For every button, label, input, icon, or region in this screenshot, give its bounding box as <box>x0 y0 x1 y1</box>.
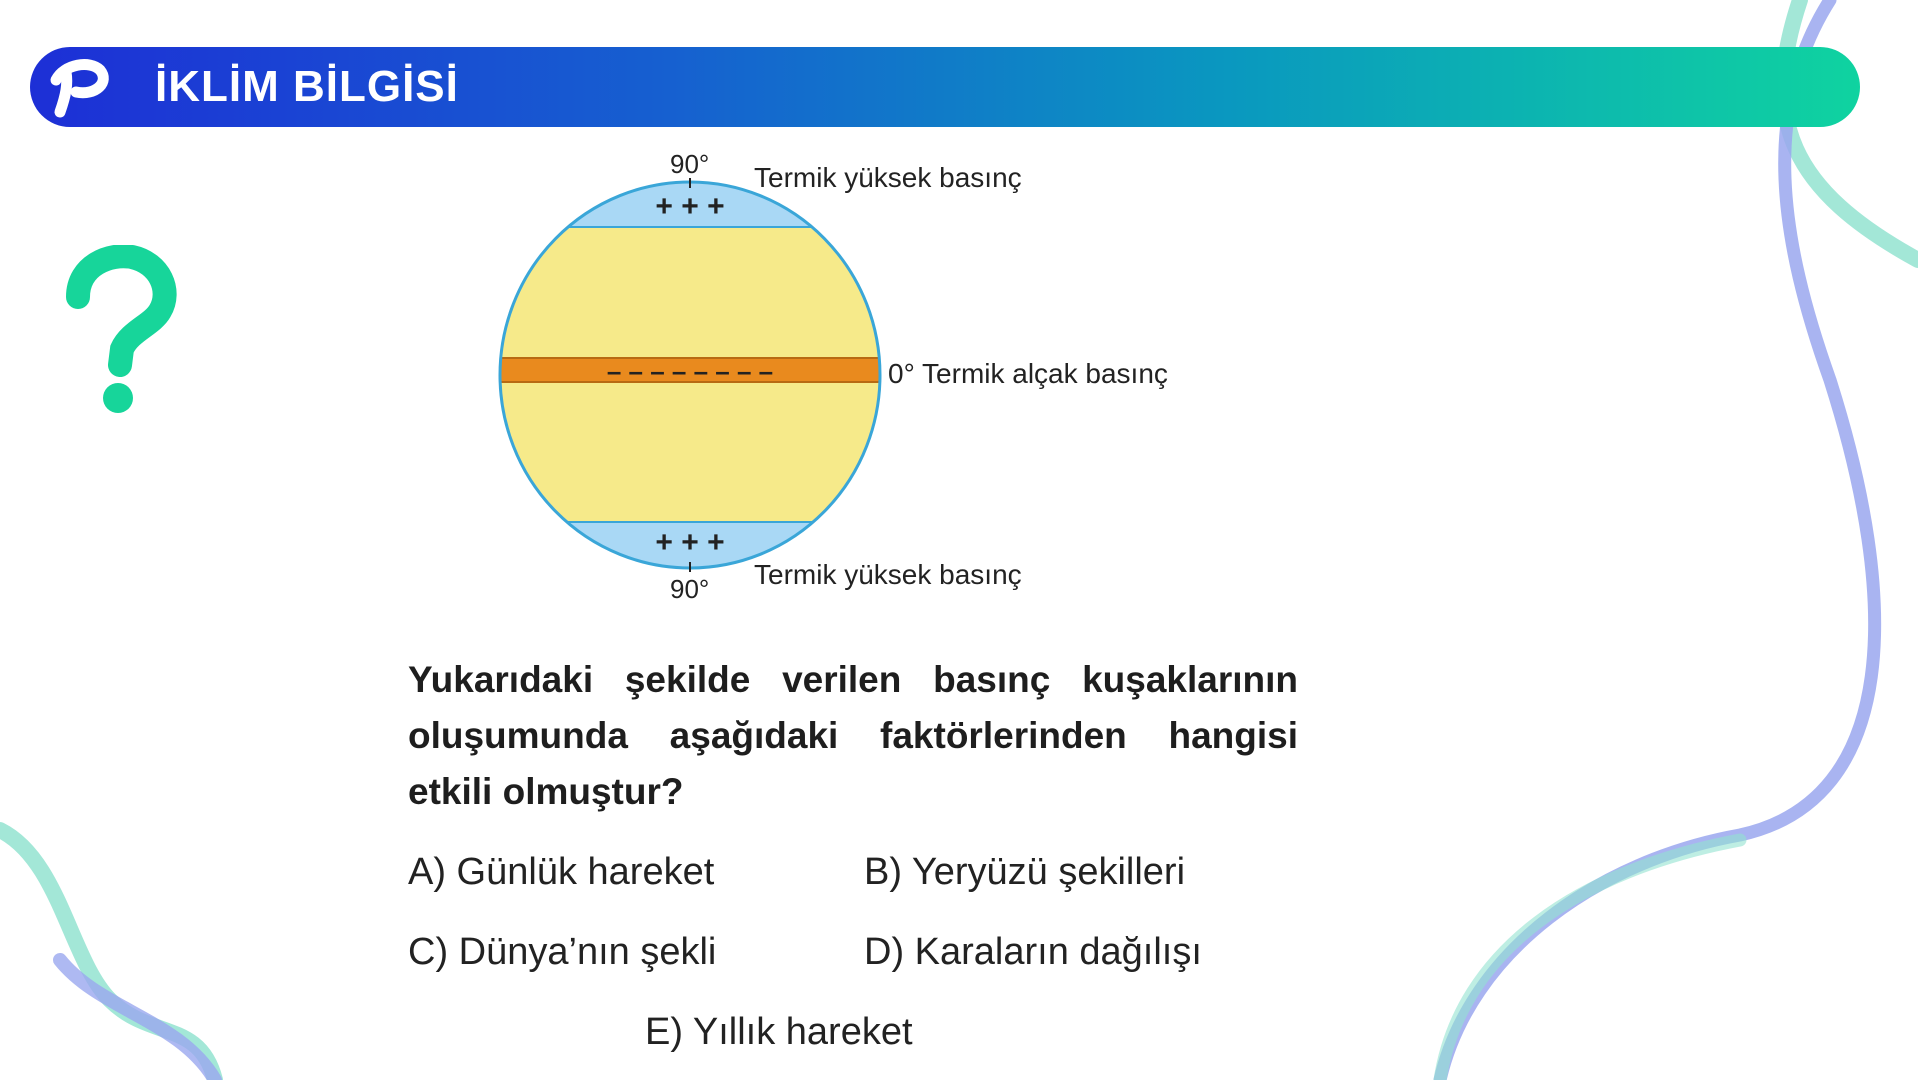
question-text: Yukarıdaki şekilde verilen basınç kuşaklarının oluşumunda aşağıdaki faktörlerinden hangisi etkili olmuştur? <box>408 659 1298 812</box>
option-c[interactable]: C) Dünya’nın şekli <box>408 931 717 973</box>
option-d[interactable]: D) Karaların dağılışı <box>864 931 1202 973</box>
question-mark-icon <box>60 245 180 415</box>
option-e[interactable]: E) Yıllık hareket <box>645 1011 913 1053</box>
equator-pressure-label: 0° Termik alçak basınç <box>888 358 1168 389</box>
equator-minus-symbols: – – – – – – – – <box>606 356 774 386</box>
page-title: İKLİM BİLGİSİ <box>155 62 459 111</box>
bottom-degree-label: 90° <box>670 574 710 604</box>
top-plus-symbols: + + + <box>655 190 725 223</box>
pressure-belts-diagram <box>470 140 1230 610</box>
p-logo-icon <box>42 50 122 130</box>
option-a[interactable]: A) Günlük hareket <box>408 851 715 893</box>
subtropical-zone-bottom <box>490 382 890 522</box>
bottom-pressure-label: Termik yüksek basınç <box>754 559 1022 590</box>
top-pressure-label: Termik yüksek basınç <box>754 162 1022 193</box>
bottom-plus-symbols: + + + <box>655 526 725 559</box>
option-b[interactable]: B) Yeryüzü şekilleri <box>864 851 1186 893</box>
top-degree-label: 90° <box>670 149 710 179</box>
